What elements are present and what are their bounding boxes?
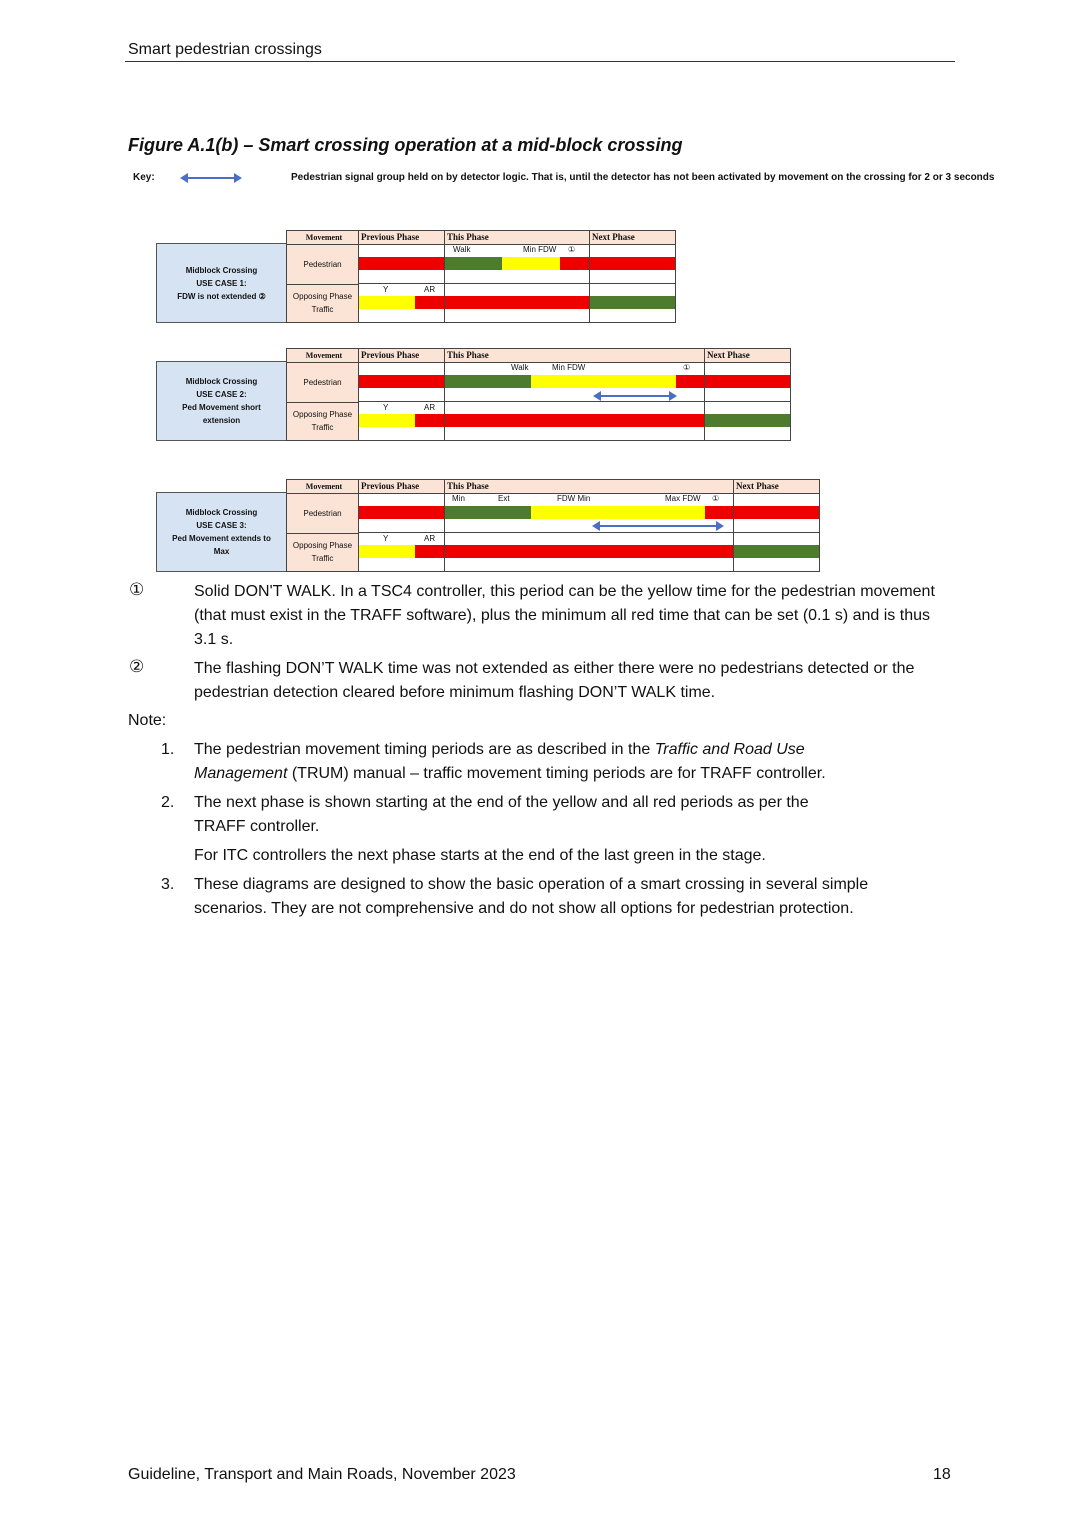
key-label: Key:: [133, 172, 155, 183]
label-ar: AR: [424, 534, 436, 543]
ped-next-red: [589, 257, 675, 270]
note-symbol-1: ①: [129, 580, 145, 599]
ped-sdw-red: [560, 257, 589, 270]
col-movement: Movement: [287, 231, 358, 244]
col-this-phase: This Phase: [444, 480, 733, 493]
ped-next-red: [704, 375, 790, 388]
uc2-line4: extension: [202, 416, 241, 425]
marker-min-fdw: Min FDW: [552, 363, 586, 372]
col-next-phase: Next Phase: [704, 349, 790, 362]
uc1-line3: FDW is not extended ②: [177, 291, 266, 301]
page-number: 18: [933, 1466, 951, 1483]
row-opposing-traffic: [287, 402, 358, 440]
uc2-line2: USE CASE 2:: [196, 390, 247, 399]
col-movement: Movement: [287, 349, 358, 362]
label-y: Y: [383, 534, 389, 543]
label-ar: AR: [424, 403, 436, 412]
col-this-phase: This Phase: [444, 231, 589, 244]
use-case-1-table: [286, 230, 676, 323]
ped-prev-red: [358, 257, 444, 270]
traffic-next-green: [589, 296, 675, 309]
opposing-line2: Traffic: [311, 423, 334, 432]
marker-max-fdw: Max FDW: [665, 494, 701, 503]
row-opposing-traffic: [287, 284, 358, 322]
note-1-post: (TRUM) manual – traffic movement timing periods are for TRAFF controller.: [287, 765, 826, 782]
marker-walk: Walk: [453, 245, 471, 254]
note-3-text: These diagrams are designed to show the basic operation of a smart crossing in several simple scenarios. They are not comprehensive and do not show all options for pedestrian protection.: [194, 876, 869, 917]
marker-circle-1: ①: [683, 363, 691, 372]
ped-walk-green: [444, 506, 531, 519]
note-symbol-2: ②: [129, 657, 145, 676]
row-pedestrian: Pedestrian: [287, 244, 358, 284]
ped-fdw-extension-yellow: [589, 375, 676, 388]
ped-min-fdw-yellow: [531, 375, 589, 388]
note-2-extra: For ITC controllers the next phase starts at the end of the last green in the stage.: [194, 847, 766, 864]
ped-prev-red: [358, 375, 444, 388]
uc3-line1: Midblock Crossing: [185, 508, 258, 517]
col-previous-phase: Previous Phase: [358, 231, 444, 244]
opposing-line1: Opposing Phase: [292, 292, 353, 301]
traffic-yellow: [358, 414, 415, 427]
marker-circle-1: ①: [568, 245, 576, 254]
marker-walk: Walk: [511, 363, 529, 372]
use-case-3-label: [156, 492, 287, 572]
row-pedestrian: Pedestrian: [287, 493, 358, 533]
note-2-number: 2.: [161, 794, 175, 811]
ped-min-fdw-yellow: [531, 506, 589, 519]
row-opposing-traffic: [287, 533, 358, 571]
key-text: Pedestrian signal group held on by detector logic. That is, until the detector has not been activated by movement on the crossing for 2 or 3 seconds: [291, 172, 995, 183]
header-rule: [125, 61, 955, 62]
traffic-this-red: [444, 414, 704, 427]
note-2-text: The next phase is shown starting at the end of the yellow and all red periods as per the TRAFF controller.: [194, 794, 809, 835]
col-next-phase: Next Phase: [589, 231, 675, 244]
note-1-number: 1.: [161, 741, 175, 758]
label-ar: AR: [424, 285, 436, 294]
uc3-line3: Ped Movement extends to: [172, 534, 271, 543]
traffic-yellow: [358, 296, 415, 309]
ped-next-red: [733, 506, 819, 519]
label-y: Y: [383, 403, 389, 412]
note-1-italic-title: Traffic and Road Use Management: [194, 741, 805, 782]
traffic-yellow: [358, 545, 415, 558]
note-circle-2-text: The flashing DON’T WALK time was not extended as either there were no pedestrians detected or the pedestrian detection cleared before minimum flashing DON’T WALK time.: [194, 660, 915, 701]
traffic-all-red: [415, 414, 444, 427]
traffic-this-red: [444, 545, 733, 558]
note-1-text: [194, 738, 854, 786]
ped-sdw-red: [676, 375, 704, 388]
ped-fdw-extension-yellow: [589, 506, 705, 519]
opposing-line2: Traffic: [311, 305, 334, 314]
uc3-line4: Max: [213, 547, 230, 556]
uc3-line2: USE CASE 3:: [196, 521, 247, 530]
detector-hold-arrow-icon: [598, 525, 718, 527]
col-previous-phase: Previous Phase: [358, 480, 444, 493]
note-3-number: 3.: [161, 876, 175, 893]
marker-fdw-min: FDW Min: [557, 494, 591, 503]
ped-prev-red: [358, 506, 444, 519]
col-next-phase: Next Phase: [733, 480, 819, 493]
uc2-line3: Ped Movement short: [182, 403, 261, 412]
key-double-arrow-icon: [186, 177, 236, 179]
traffic-next-green: [704, 414, 790, 427]
label-y: Y: [383, 285, 389, 294]
note-1-pre: The pedestrian movement timing periods are as described in the: [194, 741, 655, 758]
ped-walk-green: [444, 375, 531, 388]
opposing-line1: Opposing Phase: [292, 410, 353, 419]
marker-min: Min: [452, 494, 465, 503]
opposing-line2: Traffic: [311, 554, 334, 563]
figure-title: Figure A.1(b) – Smart crossing operation at a mid-block crossing: [128, 135, 683, 155]
ped-sdw-red: [705, 506, 733, 519]
use-case-3-table: [286, 479, 820, 572]
traffic-all-red: [415, 296, 444, 309]
marker-ext: Ext: [498, 494, 510, 503]
note-circle-1-text: Solid DON'T WALK. In a TSC4 controller, this period can be the yellow time for the pedestrian movement (that must exist in the TRAFF software), plus the minimum all red time that can be set (0.1 s) and is thus 3.1 s.: [194, 583, 935, 648]
use-case-1-label: [156, 243, 287, 323]
footer-text: Guideline, Transport and Main Roads, November 2023: [128, 1466, 516, 1483]
uc2-line1: Midblock Crossing: [185, 377, 258, 386]
col-movement: Movement: [287, 480, 358, 493]
uc1-line1: Midblock Crossing: [185, 265, 258, 275]
ped-walk-green: [444, 257, 502, 270]
use-case-2-label: [156, 361, 287, 441]
traffic-all-red: [415, 545, 444, 558]
opposing-line1: Opposing Phase: [292, 541, 353, 550]
marker-circle-1: ①: [712, 494, 720, 503]
running-header: Smart pedestrian crossings: [128, 41, 322, 58]
marker-min-fdw: Min FDW: [523, 245, 557, 254]
row-pedestrian: Pedestrian: [287, 362, 358, 402]
col-previous-phase: Previous Phase: [358, 349, 444, 362]
traffic-this-red: [444, 296, 589, 309]
col-this-phase: This Phase: [444, 349, 704, 362]
traffic-next-green: [733, 545, 819, 558]
ped-fdw-yellow: [502, 257, 560, 270]
detector-hold-arrow-icon: [599, 395, 671, 397]
uc1-line2: USE CASE 1:: [196, 278, 247, 288]
use-case-2-table: [286, 348, 791, 441]
note-heading: Note:: [128, 712, 167, 729]
